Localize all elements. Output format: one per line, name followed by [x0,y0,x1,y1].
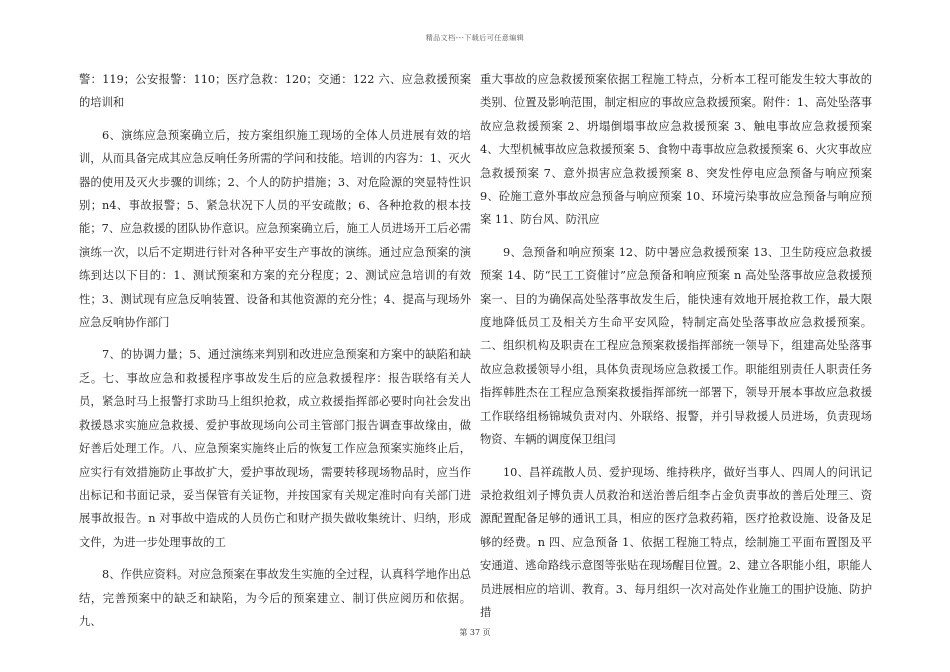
paragraph: 6、演练应急预案确立后，按方案组织施工现场的全体人员进展有效的培训，从而具备完成其应急反响任务所需的学问和技能。培训的内容为：1、灭火器的使用及灭火步骤的训练；2、个人的防护措施；3、对危险源的突显特性识别；n4、事故报警；5、紧急状况下人员的平安疏散；6、各种抢救的根本技能；7、应急救援的团队协作意识。应急预案确立后，施工人员进场开工后必需演练一次，以后不定期进行针对各种平安生产事故的演练。通过应急预案的演练到达以下目的：1、测试预案和方案的充分程度；2、测试应急培训的有效性；3、测试现有应急反响装置、设备和其他资源的充分性；4、提高与现场外应急反响协作部门 [79,128,471,330]
paragraph: 9、急预备和响应预案 12、防中暑应急救援预案 13、卫生防疫应急救援预案 14、防“民工工资催讨”应急预备和响应预案 n 高处坠落事故应急救援预案一、目的为确保高处坠落事故发生后，能快速有效地开展抢救工作，最大限度地降低员工及相关方生命平安风险，特制定高处坠落事故应急救援预案。二、组织机构及职责在工程应急预案救援指挥部统一领导下，组建高处坠落事故应急救援领导小组，具体负责现场应急救援工作。职能组别责任人职责任务指挥韩胜杰在工程应急预案救援指挥部统一部署下，领导开展本事故应急救援工作联络组杨锦城负责对内、外联络、报警，并引导救援人员进场，负责现场物资、车辆的调度保卫组闫 [480,245,872,447]
paragraph: 7、的协调力量；5、通过演练来判别和改进应急预案和方案中的缺陷和缺乏。七、事故应急和救援程序事故发生后的应急救援程序：报告联络有关人员，紧急时马上报警打求助马上组织抢救，成立救援指挥部必要时向社会发出救援恳求实施应急救援、爱护事故现场向公司主管部门报告调查事故缘由，做好善后处理工作。八、应急预案实施终止后的恢复工作应急预案实施终止后，应实行有效措施防止事故扩大，爱护事故现场，需要转移现场物品时，应当作出标记和书面记录，妥当保管有关证物，并按国家有关规定准时向有关部门进展事故报告。n 对事故中造成的人员伤亡和财产损失做收集统计、归纳，形成文件，为进一步处理事故的工 [79,348,471,549]
right-column [480,68,872,633]
paragraph: 重大事故的应急救援预案依据工程施工特点，分析本工程可能发生较大事故的类别、位置及影响范围，制定相应的事故应急救援预案。附件：1、高处坠落事故应急救援预案 2、坍塌倒塌事故应急救援预案 3、触电事故应急救援预案 4、大型机械事故应急救援预案 5、食物中毒事故应急救援预案 6、火灾事故应急救援预案 7、意外损害应急救援预案 8、突发性停电应急预备与响应预案 9、砼施工意外事故应急预备与响应预案 10、环境污染事故应急预备与响应预案 11、防台风、防汛应 [480,73,872,227]
paragraph: 8、作供应资料。对应急预案在事故发生实施的全过程，认真科学地作出总结，完善预案中的缺乏和缺陷，为今后的预案建立、制订供应阅历和依据。九、 [79,568,471,628]
paragraph: 警：119；公安报警：110；医疗急救：120；交通：122 六、应急救援预案的培训和 [79,73,471,110]
page-header: 精品文档---下载后可任意编辑 [425,34,525,42]
paragraph: 10、昌祥疏散人员、爱护现场、维持秩序，做好当事人、四周人的问讯记录抢救组刘子博负责人员救治和送治善后组李占金负责事故的善后处理三、资源配置配备足够的通讯工具，相应的医疗急救药箱，医疗抢救设施、设备及足够的经费。n 四、应急预备 1、依据工程施工特点，绘制施工平面布置图及平安通道、逃命路线示意图等张贴在现场醒目位置。2、建立各职能小组，职能人员进展相应的培训、教育。3、每月组织一次对高处作业施工的围护设施、防护措 [480,465,872,619]
page-number: 第 37 页 [459,628,491,637]
left-column [79,68,471,642]
